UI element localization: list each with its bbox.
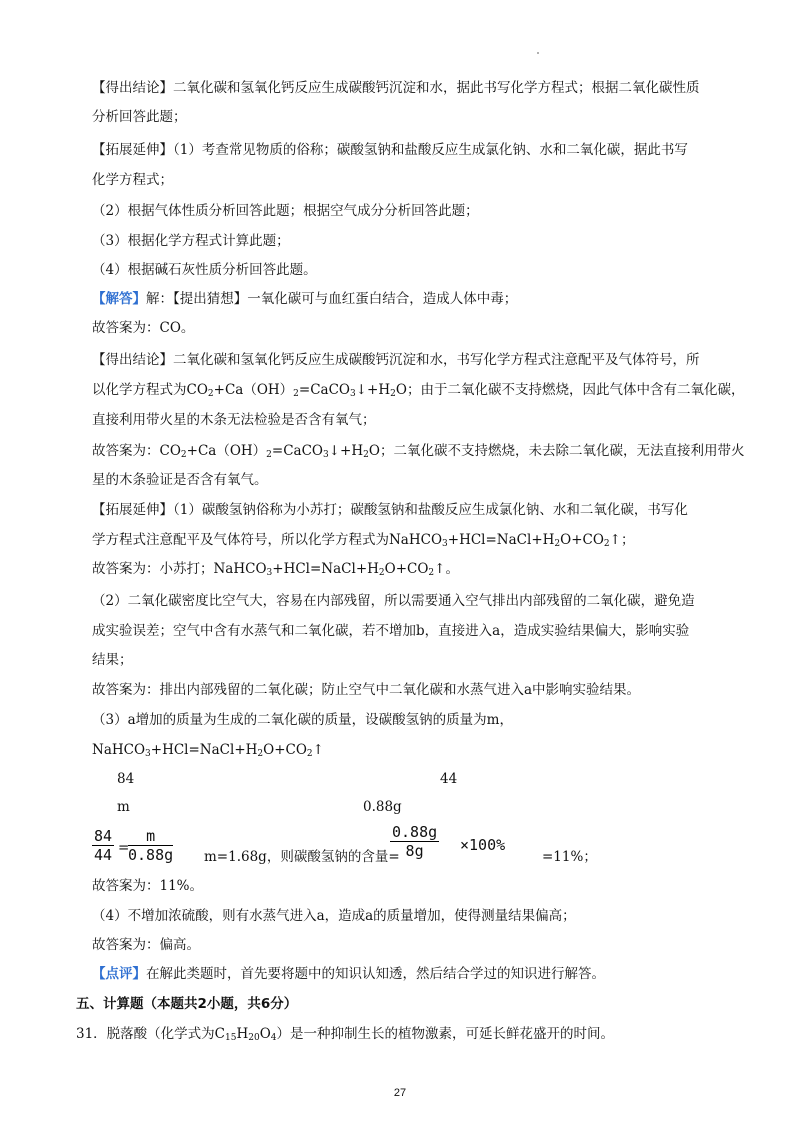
text-line: （4）不增加浓硫酸，则有水蒸气进入a，造成a的质量增加，使得测量结果偏高；	[92, 908, 576, 924]
text-fragment: O+CO	[263, 742, 307, 758]
comment-text: 在解此类题时，首先要将题中的知识认知透，然后结合学过的知识进行解答。	[146, 966, 605, 982]
text-line: 【得出结论】二氧化碳和氢氧化钙反应生成碳酸钙沉淀和水，据此书写化学方程式；根据二氧化碳性质	[92, 80, 700, 96]
fraction-m-088	[128, 827, 173, 864]
text-fragment: ↓+H	[355, 382, 391, 398]
text-line: 分析回答此题；	[92, 109, 187, 125]
text-line: （2）二氧化碳密度比空气大，容易在内部残留，所以需要通入空气排出内部残留的二氧化碳，避免造	[92, 593, 695, 609]
text-fragment: 故答案为：小苏打；NaHCO	[92, 561, 267, 577]
text-line: 故答案为：CO。	[92, 320, 195, 336]
fraction-numerator: m	[128, 827, 173, 846]
text-line: （3）根据化学方程式计算此题；	[92, 233, 290, 249]
equals-sign: =	[118, 840, 130, 856]
times-100-percent: ×100%	[460, 836, 506, 854]
text-line: 直接利用带火星的木条无法检验是否含有氧气；	[92, 412, 376, 428]
text-line: （2）根据气体性质分析回答此题；根据空气成分分析回答此题；	[92, 203, 479, 219]
subscript: 2	[266, 450, 272, 460]
subscript: 3	[350, 389, 356, 399]
molar-mass-co2: 44	[440, 771, 458, 787]
equation-line	[92, 559, 730, 579]
comment-line	[92, 964, 730, 984]
subscript: 3	[145, 749, 151, 759]
calc-text: m=1.68g，则碳酸氢钠的含量=	[204, 849, 400, 865]
subscript: 20	[248, 1033, 260, 1043]
page-number: 27	[393, 1087, 407, 1099]
equation-line	[92, 441, 745, 461]
text-line: 【得出结论】二氧化碳和氢氧化钙反应生成碳酸钙沉淀和水，书写化学方程式注意配平及气体符号，所	[92, 352, 700, 368]
text-fragment: ↓+H	[328, 443, 364, 459]
subscript: 2	[363, 450, 369, 460]
text-fragment: 学方程式注意配平及气体符号，所以化学方程式为NaHCO	[92, 532, 443, 548]
text-line: 【拓展延伸】（1）考查常见物质的俗称；碳酸氢钠和盐酸反应生成氯化钠、水和二氧化碳，据此书写	[92, 142, 688, 158]
text-line: （4）根据碱石灰性质分析回答此题。	[92, 262, 317, 278]
text-fragment: =CaCO	[298, 382, 350, 398]
text-fragment: O	[259, 1026, 271, 1042]
subscript: 2	[257, 749, 264, 759]
text-line: 结果；	[92, 652, 133, 668]
text-fragment: =CaCO	[271, 443, 323, 459]
subscript: 2	[207, 389, 214, 399]
text-fragment: O+CO	[384, 561, 429, 577]
subscript: 2	[378, 568, 385, 578]
subscript: 2	[293, 389, 299, 399]
text-fragment: NaHCO	[92, 742, 146, 758]
text-fragment: +HCl=NaCl+H	[272, 561, 379, 577]
text-fragment: H	[236, 1026, 249, 1042]
subscript: 4	[270, 1033, 277, 1043]
text-line: （3）a增加的质量为生成的二氧化碳的质量，设碳酸氢钠的质量为m，	[92, 712, 513, 728]
comment-tag: 【点评】	[92, 966, 146, 982]
text-fragment: 故答案为：CO	[92, 443, 181, 459]
equation-line	[92, 740, 730, 760]
subscript: 3	[266, 568, 273, 578]
subscript: 2	[554, 539, 561, 549]
fraction-denominator: 8g	[405, 842, 424, 860]
text-fragment: ↑。	[434, 561, 459, 577]
question-31	[76, 1024, 730, 1044]
subscript: 15	[225, 1033, 237, 1043]
text-fragment: +HCl=NaCl+H	[447, 532, 555, 548]
text-line: 故答案为：排出内部残留的二氧化碳；防止空气中二氧化碳和水蒸气进入a中影响实验结果。	[92, 682, 641, 698]
fraction-denominator: 44	[94, 846, 113, 864]
text-line: 化学方程式；	[92, 172, 173, 188]
equation-line	[92, 380, 745, 400]
fraction-088-8g	[390, 823, 439, 860]
fraction-numerator: 0.88g	[392, 823, 438, 841]
fraction-numerator: 84	[94, 827, 113, 845]
text-fragment: O；二氧化碳不支持燃烧，未去除二氧化碳，无法直接利用带火	[368, 443, 745, 459]
text-line: 故答案为：偏高。	[92, 937, 200, 953]
equation-line	[92, 530, 730, 550]
molar-mass-nahco3: 84	[117, 771, 135, 787]
answer-line	[92, 289, 730, 309]
fraction-84-44	[92, 827, 114, 864]
scan-dot	[537, 52, 539, 54]
text-line: 成实验误差；空气中含有水蒸气和二氧化碳，若不增加b，直接进入a，造成实验结果偏大，影响实验	[92, 623, 690, 639]
text-fragment: O；由于二氧化碳不支持燃烧，因此气体中含有二氧化碳，	[395, 382, 745, 398]
subscript: 2	[180, 450, 187, 460]
subscript: 3	[323, 450, 329, 460]
result-text: =11%；	[542, 849, 597, 865]
text-fragment: 31．脱落酸（化学式为C	[76, 1026, 226, 1042]
text-line: 故答案为：11%。	[92, 878, 204, 894]
text-fragment: +Ca（OH）	[213, 382, 294, 398]
text-fragment: +HCl=NaCl+H	[150, 742, 258, 758]
text-fragment: ↑；	[609, 532, 635, 548]
text-line: 【拓展延伸】（1）碳酸氢钠俗称为小苏打；碳酸氢钠和盐酸反应生成氯化钠、水和二氧化碳，书写化	[92, 502, 688, 518]
text-fragment: +Ca（OH）	[186, 443, 267, 459]
subscript: 3	[442, 539, 448, 549]
text-fragment: ↑	[312, 742, 324, 758]
subscript: 2	[428, 568, 435, 578]
answer-tag: 【解答】	[92, 291, 146, 307]
section-heading: 五、计算题（本题共2小题，共6分）	[76, 996, 298, 1012]
subscript: 2	[306, 749, 313, 759]
text-fragment: O+CO	[560, 532, 604, 548]
unknown-m: m	[117, 799, 130, 815]
subscript: 2	[603, 539, 610, 549]
text-fragment: 以化学方程式为CO	[92, 382, 208, 398]
fraction-denominator: 0.88g	[128, 846, 174, 864]
co2-mass: 0.88g	[363, 799, 402, 815]
text-fragment: ）是一种抑制生长的植物激素，可延长鲜花盛开的时间。	[276, 1026, 615, 1042]
text-line: 星的木条验证是否含有氧气。	[92, 472, 268, 488]
answer-text: 解：【提出猜想】一氧化碳可与血红蛋白结合，造成人体中毒；	[146, 291, 518, 307]
subscript: 2	[390, 389, 396, 399]
